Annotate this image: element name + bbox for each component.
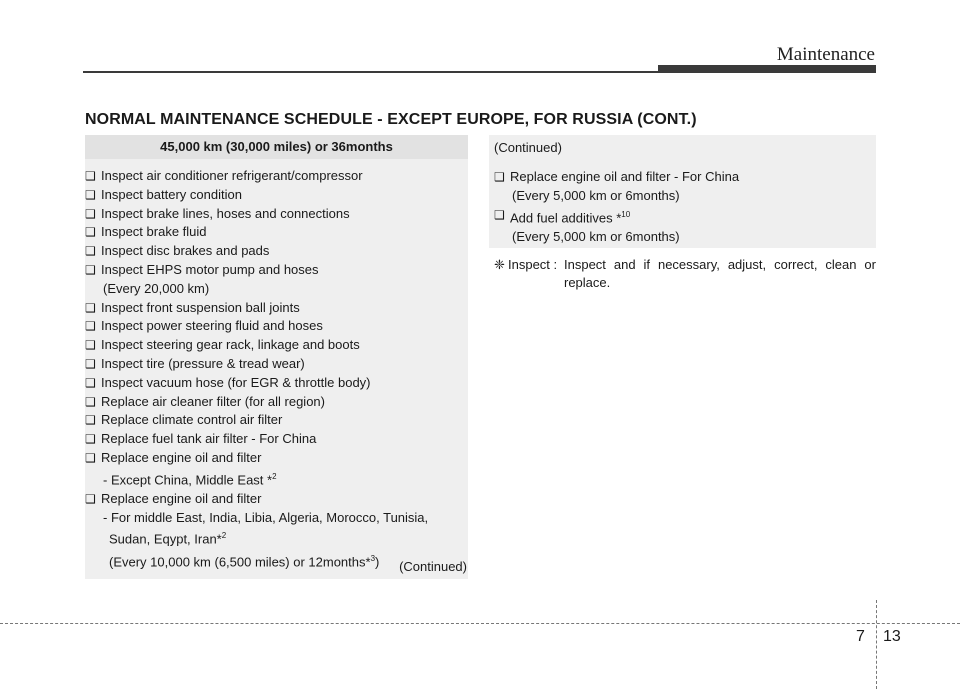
note-symbol-icon: ❈ [494,257,505,272]
note-text: Inspect and if necessary, adjust, correct, clean or replace. [564,257,876,290]
list-item: ❑ Inspect tire (pressure & tread wear) [85,355,468,374]
list-item-detail: (Every 10,000 km (6,500 miles) or 12months*$^3$) [109,553,380,569]
list-item: ❑ Replace climate control air filter [85,411,468,430]
note-label: Inspect : [508,257,558,272]
header-rule [83,71,660,73]
page-number: 13 [883,628,901,645]
left-panel [85,135,468,579]
continued-label: (Continued) [494,140,562,155]
list-item-detail: - For middle East, India, Libia, Algeria, Morocco, Tunisia, [103,509,429,525]
checkbox-icon: ❑ [85,187,96,202]
checkbox-icon: ❑ [85,450,96,465]
checkbox-icon: ❑ [494,207,505,222]
list-item: ❑ Inspect air conditioner refrigerant/compressor [85,167,468,186]
right-panel [489,135,876,248]
list-item: ❑ Inspect brake lines, hoses and connections [85,205,468,224]
list-item: ❑ Replace fuel tank air filter - For China [85,430,468,449]
checkbox-icon: ❑ [85,338,96,353]
checkbox-icon: ❑ [85,356,96,371]
list-item: ❑ Inspect disc brakes and pads [85,242,468,261]
checkbox-icon: ❑ [85,169,96,183]
footnote-ref: 2 [272,471,277,481]
list-item: ❑ Add fuel additives *$^{10}$ [494,207,631,225]
checkbox-icon: ❑ [85,491,96,506]
footnote-ref: 2 [221,531,227,541]
checkbox-icon: ❑ [85,225,96,240]
checkbox-icon: ❑ [85,206,96,221]
left-item-list [85,167,468,572]
list-item: ❑ Replace engine oil and filter [85,490,468,509]
list-item-detail: (Every 20,000 km) [103,280,210,296]
checkbox-icon: ❑ [85,413,96,428]
footnote-ref: 3 [370,553,376,563]
list-item: ❑ Inspect battery condition [85,186,468,205]
interval-heading: 45,000 km (30,000 miles) or 36months [85,135,468,159]
checkbox-icon: ❑ [85,432,96,447]
checkbox-icon: ❑ [85,262,96,277]
checkbox-icon: ❑ [85,375,96,390]
footnote-ref: 10 [621,209,631,219]
list-item: ❑ Replace engine oil and filter - For China [494,168,874,187]
list-item-detail: Sudan, Eqypt, Iran*$^2$ [109,531,227,547]
list-item: ❑ Inspect vacuum hose (for EGR & throttle body) [85,374,468,393]
continued-label: (Continued) [399,559,467,574]
checkbox-icon: ❑ [85,300,96,315]
list-item: ❑ Inspect front suspension ball joints [85,299,468,318]
right-item-list [494,168,874,247]
checkbox-icon: ❑ [85,319,96,334]
list-item: ❑ Replace engine oil and filter [85,449,468,468]
list-item: ❑ Inspect power steering fluid and hoses [85,317,468,336]
header-section-title: Maintenance [776,44,875,65]
list-item: ❑ Inspect EHPS motor pump and hoses [85,261,468,280]
list-item-detail: - Except China, Middle East *$^2$ [103,471,277,488]
list-item: ❑ Inspect steering gear rack, linkage and boots [85,336,468,355]
checkbox-icon: ❑ [85,244,96,259]
footer-rule [0,623,960,624]
page-title: NORMAL MAINTENANCE SCHEDULE - EXCEPT EUROPE, FOR RUSSIA (CONT.) [85,111,697,128]
header-tab-bar [658,65,876,73]
list-item-detail: (Every 5,000 km or 6months) [512,228,680,244]
checkbox-icon: ❑ [85,394,96,409]
list-item-detail: (Every 5,000 km or 6months) [512,187,680,203]
checkbox-icon: ❑ [494,170,505,184]
footer-divider [876,600,877,689]
list-item: ❑ Inspect brake fluid [85,223,468,242]
list-item: ❑ Replace air cleaner filter (for all region) [85,393,468,412]
chapter-number: 7 [856,628,865,645]
